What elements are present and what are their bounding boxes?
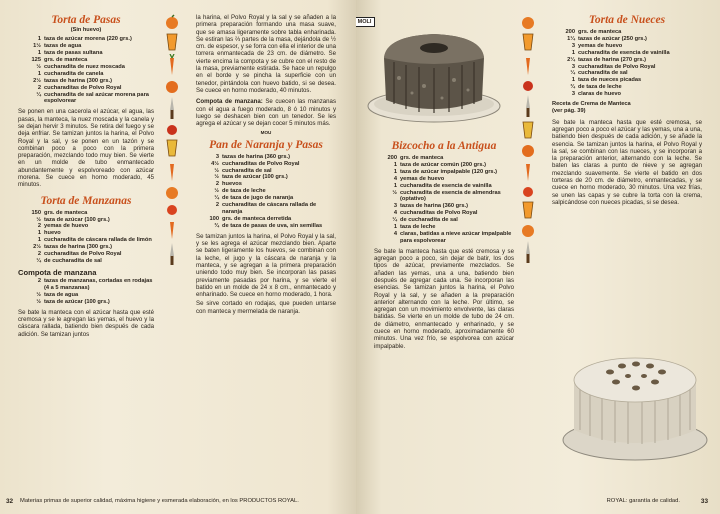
- recipe-title-torta-nueces: Torta de Nueces: [588, 14, 666, 26]
- ingredient-quantity: 4: [393, 175, 397, 182]
- ingredient-text: taza de pasas sultana: [44, 50, 103, 57]
- ingredient-quantity: 1: [37, 237, 41, 244]
- orange-icon: [164, 14, 180, 30]
- walnut-cake-illustration: [560, 330, 710, 465]
- ingredient-item: [196, 223, 336, 230]
- ingredient-item: [18, 258, 154, 265]
- ingredient-quantity: ½: [214, 188, 219, 195]
- ingredient-quantity: 1½: [33, 43, 41, 50]
- orange-icon: [164, 78, 180, 94]
- ingredient-item: [18, 64, 154, 71]
- footer-left: Materias primas de superior calidad, máxima higiene y esmerada elaboración, en los PRODUCTOS ROYAL.: [20, 498, 299, 504]
- bundt-cake-photo: [364, 18, 504, 130]
- ingredient-text: cucharadita de canela: [44, 70, 104, 77]
- ingredient-text: taza de azúcar (100 grs.): [222, 174, 288, 181]
- compota-heading: Compota de manzana: [18, 267, 97, 277]
- ingredient-item: [374, 217, 514, 224]
- ingredient-text: cucharadita de esencia de vainilla: [578, 49, 670, 56]
- ingredient-text: taza de azúcar común (200 grs.): [400, 161, 486, 168]
- ingredient-quantity: ¼: [36, 91, 41, 98]
- footer-right: ROYAL: garantía de calidad.: [606, 498, 680, 504]
- ingredient-text: cucharadita de esencia de almendras (optativo): [400, 189, 501, 203]
- ingredient-quantity: 150: [31, 209, 41, 216]
- carrot-icon: [521, 160, 535, 182]
- knife-icon: [523, 240, 533, 264]
- ingredient-text: claras, batidas a nieve azúcar impalpable para espolvorear: [400, 230, 512, 244]
- ingredient-item: [374, 231, 514, 245]
- ingredient-text: claras de huevo: [578, 91, 621, 98]
- ingredient-quantity: 100: [209, 215, 219, 222]
- left-column-1: [18, 14, 154, 340]
- ingredient-item: [18, 292, 154, 299]
- ingredient-text: tazas de azúcar (250 grs.): [578, 35, 647, 42]
- ingredient-quantity: ½: [214, 174, 219, 181]
- walnut-cake-photo: [560, 330, 710, 465]
- ingredient-item: [552, 43, 702, 50]
- apple-icon: [521, 78, 535, 92]
- ingredient-text: de taza de leche: [222, 188, 266, 195]
- knife-icon: [167, 242, 177, 266]
- ingredient-item: [18, 78, 154, 85]
- ingredient-quantity: 200: [565, 29, 575, 35]
- apple-icon: [165, 202, 179, 216]
- ingredient-text: cucharadita de esencia de vainilla: [400, 182, 492, 189]
- left-page: [0, 0, 356, 514]
- right-column-1: [374, 140, 514, 352]
- ingredient-item: [18, 71, 154, 78]
- ingredient-quantity: 1: [393, 168, 397, 175]
- method-bizcocho: Se bate la manteca hasta que esté cremosa y se agregan poco a poco, sin dejar de batir, los dos tipos de azúcar, previamente mezclados. Se añaden las yemas, una a una, batiendo bien después de agregar cada una. Se incorporan las esencias. Se tamizan juntos la harina, el Polvo Royal y la sal, y se añaden a la preparación anterior alternando con la leche. Por último, se agregan con un movimiento envolvente, las claras batidas. Se vierte en un molde de tubo de 24 cm. de diámetro, enmantecado y enharinado, y se cuece en horno moderado, aproximadamente 60 minutos. Una vez frío, se espolvorea con azúcar impalpable.: [374, 247, 514, 350]
- ingredient-item: [18, 251, 154, 258]
- ingredient-text: tazas de harina (270 grs.): [578, 56, 646, 63]
- ingredient-text: cucharadita de sal: [578, 70, 628, 77]
- ingredient-list-torta-manzanas: [18, 210, 154, 265]
- carrot-icon: [165, 160, 179, 182]
- ingredient-quantity: 2: [37, 84, 41, 91]
- ingredient-quantity: ½: [36, 63, 41, 70]
- page-number-left: 32: [6, 498, 14, 505]
- apple-icon: [165, 122, 179, 136]
- ingredient-quantity: 1: [37, 36, 41, 43]
- ingredient-quantity: 4: [393, 230, 397, 237]
- ingredient-text: taza de azúcar impalpable (120 grs.): [400, 168, 498, 175]
- ingredient-text: taza de azúcar morena (220 grs.): [44, 36, 132, 43]
- ingredient-text: grs. de manteca derretida: [222, 215, 292, 222]
- ingredient-text: de taza de leche: [578, 84, 622, 91]
- ingredient-text: taza de azúcar (100 grs.): [44, 298, 110, 305]
- ingredient-item: [196, 174, 336, 181]
- compota-method-label: Compota de manzana:: [196, 98, 263, 106]
- ingredient-item: [18, 230, 154, 237]
- ingredient-text: taza de nueces picadas: [578, 77, 642, 84]
- page-number-right: 33: [700, 498, 708, 505]
- ingredient-quantity: ½: [214, 167, 219, 174]
- ingredient-text: cucharadita de sal: [222, 167, 272, 174]
- ingredient-quantity: 1: [37, 50, 41, 57]
- ingredient-item: [18, 43, 154, 50]
- ingredient-text: cucharaditas de Polvo Royal: [578, 63, 656, 70]
- juice-glass-icon: [165, 138, 179, 158]
- ingredient-quantity: 3: [215, 153, 219, 160]
- ingredient-quantity: 1: [571, 77, 575, 84]
- ingredient-text: taza de agua: [44, 291, 79, 298]
- ingredient-text: tazas de harina (300 grs.): [44, 244, 112, 251]
- ingredient-quantity: 1: [37, 70, 41, 77]
- ingredient-quantity: 1: [393, 161, 397, 168]
- ingredient-quantity: 1: [37, 230, 41, 237]
- ingredient-item: [374, 190, 514, 204]
- ingredient-quantity: ¾: [570, 84, 575, 91]
- ingredient-quantity: 1: [393, 182, 397, 189]
- ingredient-quantity: ½: [36, 291, 41, 298]
- ingredient-item: [18, 217, 154, 224]
- ingredient-quantity: 2½: [33, 244, 41, 251]
- receta-crema-reference: [552, 101, 702, 116]
- ingredient-quantity: ¼: [392, 217, 397, 224]
- ingredient-quantity: 3: [571, 91, 575, 98]
- carrot-icon: [165, 54, 179, 76]
- ingredient-item: [374, 162, 514, 169]
- orange-icon: [520, 142, 536, 158]
- recipe-title-bizcocho: Bizcocho a la Antigua: [391, 140, 497, 152]
- method-pan-naranja-serving: Se sirve cortado en rodajas, que pueden untarse con manteca y mermelada de naranja.: [196, 300, 336, 315]
- ingredient-text: cucharaditas de Polvo Royal: [44, 84, 122, 91]
- right-icon-strip: [519, 14, 537, 484]
- ingredient-text: de cucharadita de sal: [44, 257, 102, 264]
- ingredient-quantity: ¼: [570, 70, 575, 77]
- apple-icon: [521, 184, 535, 198]
- ingredient-text: tazas de harina (360 grs.): [222, 153, 290, 160]
- ingredient-text: taza de leche: [400, 224, 436, 231]
- juice-glass-icon: [165, 32, 179, 52]
- ingredient-quantity: 3: [571, 63, 575, 70]
- ingredient-quantity: ½: [392, 189, 397, 196]
- ingredient-text: grs. de manteca: [44, 57, 88, 64]
- ingredient-item: [374, 155, 514, 162]
- ingredient-quantity: 4: [393, 210, 397, 217]
- ingredient-quantity: 200: [387, 155, 397, 161]
- orange-icon: [520, 222, 536, 238]
- ingredient-quantity: 3: [393, 203, 397, 210]
- ingredient-item: [196, 195, 336, 202]
- juice-glass-icon: [521, 32, 535, 52]
- ingredient-text: cucharadita de nuez moscada: [44, 63, 125, 70]
- ingredient-quantity: 3: [571, 42, 575, 49]
- recipe-title-torta-manzanas: Torta de Manzanas: [40, 194, 132, 207]
- ingredient-text: yemas de huevo: [44, 223, 89, 230]
- ingredient-text: huevos: [222, 181, 242, 188]
- ingredient-item: [374, 203, 514, 210]
- compota-method-text: Se cuecen las manzanas con el agua a fuego moderado, 8 ó 10 minutos y luego se deshacen bien con un tenedor. Se les agrega el azúcar y se dejan cocer 5 minutos más.: [196, 98, 336, 128]
- ingredient-quantity: 2: [215, 202, 219, 209]
- ingredient-quantity: ½: [36, 216, 41, 223]
- ingredient-item: [552, 91, 702, 98]
- ingredient-text: cucharaditas de Polvo Royal: [400, 210, 478, 217]
- ingredient-text: de cucharadita de sal: [400, 217, 458, 224]
- recipe-title-torta-pasas: Torta de Pasas: [51, 14, 121, 26]
- ingredient-text: tazas de manzanas, cortadas en rodajas (4 a 5 manzanas): [44, 278, 153, 292]
- ingredient-item: [18, 92, 154, 106]
- ingredient-quantity: 2: [37, 223, 41, 230]
- ingredient-text: cucharaditas de Polvo Royal: [44, 251, 122, 258]
- ingredient-text: taza de azúcar (100 grs.): [44, 216, 110, 223]
- method-torta-manzanas: Se bate la manteca con el azúcar hasta que esté cremosa y se le agregan las yemas, el huevo y la cáscara rallada, batiendo bien después de cada adición. Se tamizan juntos: [18, 308, 154, 338]
- ingredient-item: [552, 70, 702, 77]
- ingredient-text: cucharaditas de cáscara rallada de naranja: [222, 202, 317, 215]
- ingredient-text: de taza de jugo de naranja: [222, 195, 294, 202]
- right-column-2: [552, 14, 702, 208]
- bundt-cake-illustration: [364, 18, 504, 130]
- ingredient-list-bizcocho: [374, 155, 514, 245]
- ingredient-item: [196, 202, 336, 216]
- ingredient-item: [18, 57, 154, 64]
- ingredient-item: [552, 50, 702, 57]
- ingredient-item: [552, 57, 702, 64]
- ingredient-item: [18, 85, 154, 92]
- ingredient-quantity: 2¼: [567, 56, 575, 63]
- ingredient-text: cucharadita de sal azúcar morena para espolvorear: [44, 91, 149, 105]
- ingredient-quantity: 1: [393, 224, 397, 231]
- ingredient-text: yemas de huevo: [400, 175, 445, 182]
- ingredient-quantity: 1¼: [567, 35, 575, 42]
- ingredient-text: cucharaditas de Polvo Royal: [222, 160, 300, 167]
- carrot-icon: [165, 218, 179, 240]
- ingredient-item: [18, 244, 154, 251]
- knife-icon: [523, 94, 533, 118]
- ingredient-list-torta-pasas: [18, 36, 154, 105]
- juice-glass-icon: [521, 120, 535, 140]
- carrot-icon: [521, 54, 535, 76]
- ingredient-list-compota: [18, 278, 154, 306]
- ingredient-text: grs. de manteca: [44, 209, 88, 216]
- ingredient-text: grs. de manteca: [578, 29, 622, 35]
- ingredient-quantity: 2: [37, 278, 41, 285]
- receta-crema-page: (ver pág. 39): [552, 108, 586, 115]
- ingredient-item: [374, 169, 514, 176]
- ingredient-quantity: 4½: [211, 160, 219, 167]
- ingredient-quantity: 2½: [33, 77, 41, 84]
- ingredient-item: [552, 36, 702, 43]
- ingredient-item: [374, 224, 514, 231]
- ingredient-text: tazas de agua: [44, 43, 82, 50]
- orange-icon: [164, 184, 180, 200]
- ingredient-item: [374, 183, 514, 190]
- ingredient-item: [552, 29, 702, 36]
- ingredient-list-torta-nueces: [552, 29, 702, 98]
- small-label: MOU: [260, 130, 272, 136]
- ingredient-item: [18, 50, 154, 57]
- ingredient-quantity: 2: [37, 251, 41, 258]
- ingredient-quantity: ½: [36, 298, 41, 305]
- method-torta-nueces: Se bate la manteca hasta que esté cremosa, se agregan poco a poco el azúcar y las yemas, una a una, batiendo bien después de cada adición, y se añade la esencia. Se tamizan juntos la harina, el Polvo Royal y la sal, se combinan con las nueces, y se incorporan a la preparación anterior, alternando con la leche. Se baten las claras a punto de nieve y se agregan mezclando suavemente. Se vierte el batido en dos torteras de 20 cm. de diámetro, enmantecadas, y se cuece en horno moderado, 30 minutos. Una vez frías, se unen las capas y se cubre la torta con la crema, salpicándose con nueces picadas, si se desea.: [552, 118, 702, 206]
- ingredient-quantity: 125: [31, 57, 41, 64]
- ingredient-item: [18, 278, 154, 292]
- ingredient-quantity: ¼: [36, 257, 41, 264]
- compota-method: [196, 98, 336, 127]
- ingredient-quantity: 2: [215, 181, 219, 188]
- ingredient-text: de taza de pasas de uva, sin semillas: [222, 222, 323, 229]
- ingredient-item: [18, 223, 154, 230]
- method-torta-pasas-continued: la harina, el Polvo Royal y la sal y se añaden a la primera preparación formando una masa suave, que se amasa ligeramente sobre tabla enharinada. Se estiran las ⅔ partes de la masa, dejándola de ½ cm. de espesor, y se forra con ella el interior de una torrera enmantecada de 23 cm. de diámetro. Se vierte encima la compota y se cubre con el resto de la masa, previamente estirada. Se hace un repulgo en el borde y se pincha la superficie con un tenedor, pintándola con huevo batido, si se desea. Se cuece en horno moderado, 40 minutos.: [196, 14, 336, 94]
- ingredient-quantity: ¼: [214, 195, 219, 202]
- ingredient-item: [18, 210, 154, 217]
- method-torta-pasas: Se ponen en una cacerola el azúcar, el agua, las pasas, la manteca, la nuez moscada y la canela y se dejan hervir 3 minutos. Se retira del fuego y se deja enfriar. Se tamizan juntos la harina, el Polvo Royal y la sal, y se ponen en un tazón y se combinan poco a poco con la primera preparación, mezclando todo muy bien. Se vierte en un molde de tubo enmantecado abundantemente y espolvoreado con azúcar morena. Se cuece en horno moderado, 45 minutos.: [18, 108, 154, 189]
- receta-crema-label: Receta de Crema de Manteca: [552, 101, 631, 108]
- ingredient-text: tazas de harina (300 grs.): [44, 77, 112, 84]
- method-pan-naranja: Se tamizan juntos la harina, el Polvo Royal y la sal, y se les agrega el azúcar mezclando bien. Aparte se baten ligeramente los huevos, se combinan con la leche, el jugo y la cáscara de naranja y la manteca, y se agregan a la primera preparación uniendo todo muy bien. Se incorporan las pasas previamente pasadas por harina, y se vierte el batido en un molde de 24 x 8 cm., enmantecado y enharinado. Se cuece en horno moderado, 1 hora.: [196, 232, 336, 299]
- left-icon-strip: [163, 14, 181, 484]
- ingredient-item: [196, 161, 336, 168]
- recipe-subtitle: (Sin huevo): [70, 27, 102, 33]
- ingredient-item: [196, 216, 336, 223]
- ingredient-item: [196, 154, 336, 161]
- ingredient-text: yemas de huevo: [578, 42, 623, 49]
- ingredient-text: grs. de manteca: [400, 155, 444, 161]
- ingredient-item: [374, 176, 514, 183]
- left-column-2: [196, 14, 336, 317]
- knife-icon: [167, 96, 177, 120]
- ingredient-item: [552, 84, 702, 91]
- recipe-title-pan-naranja: Pan de Naranja y Pasas: [209, 138, 323, 151]
- ingredient-quantity: ¾: [214, 222, 219, 229]
- ingredient-text: tazas de harina (360 grs.): [400, 203, 468, 210]
- orange-icon: [520, 14, 536, 30]
- moli-badge: MOLI: [356, 17, 375, 27]
- right-page: [356, 0, 720, 514]
- ingredient-item: [18, 299, 154, 306]
- juice-glass-icon: [521, 200, 535, 220]
- ingredient-text: cucharadita de cáscara rallada de limón: [44, 237, 152, 244]
- ingredient-text: huevo: [44, 230, 61, 237]
- ingredient-quantity: 1: [571, 49, 575, 56]
- ingredient-list-pan-naranja: [196, 154, 336, 230]
